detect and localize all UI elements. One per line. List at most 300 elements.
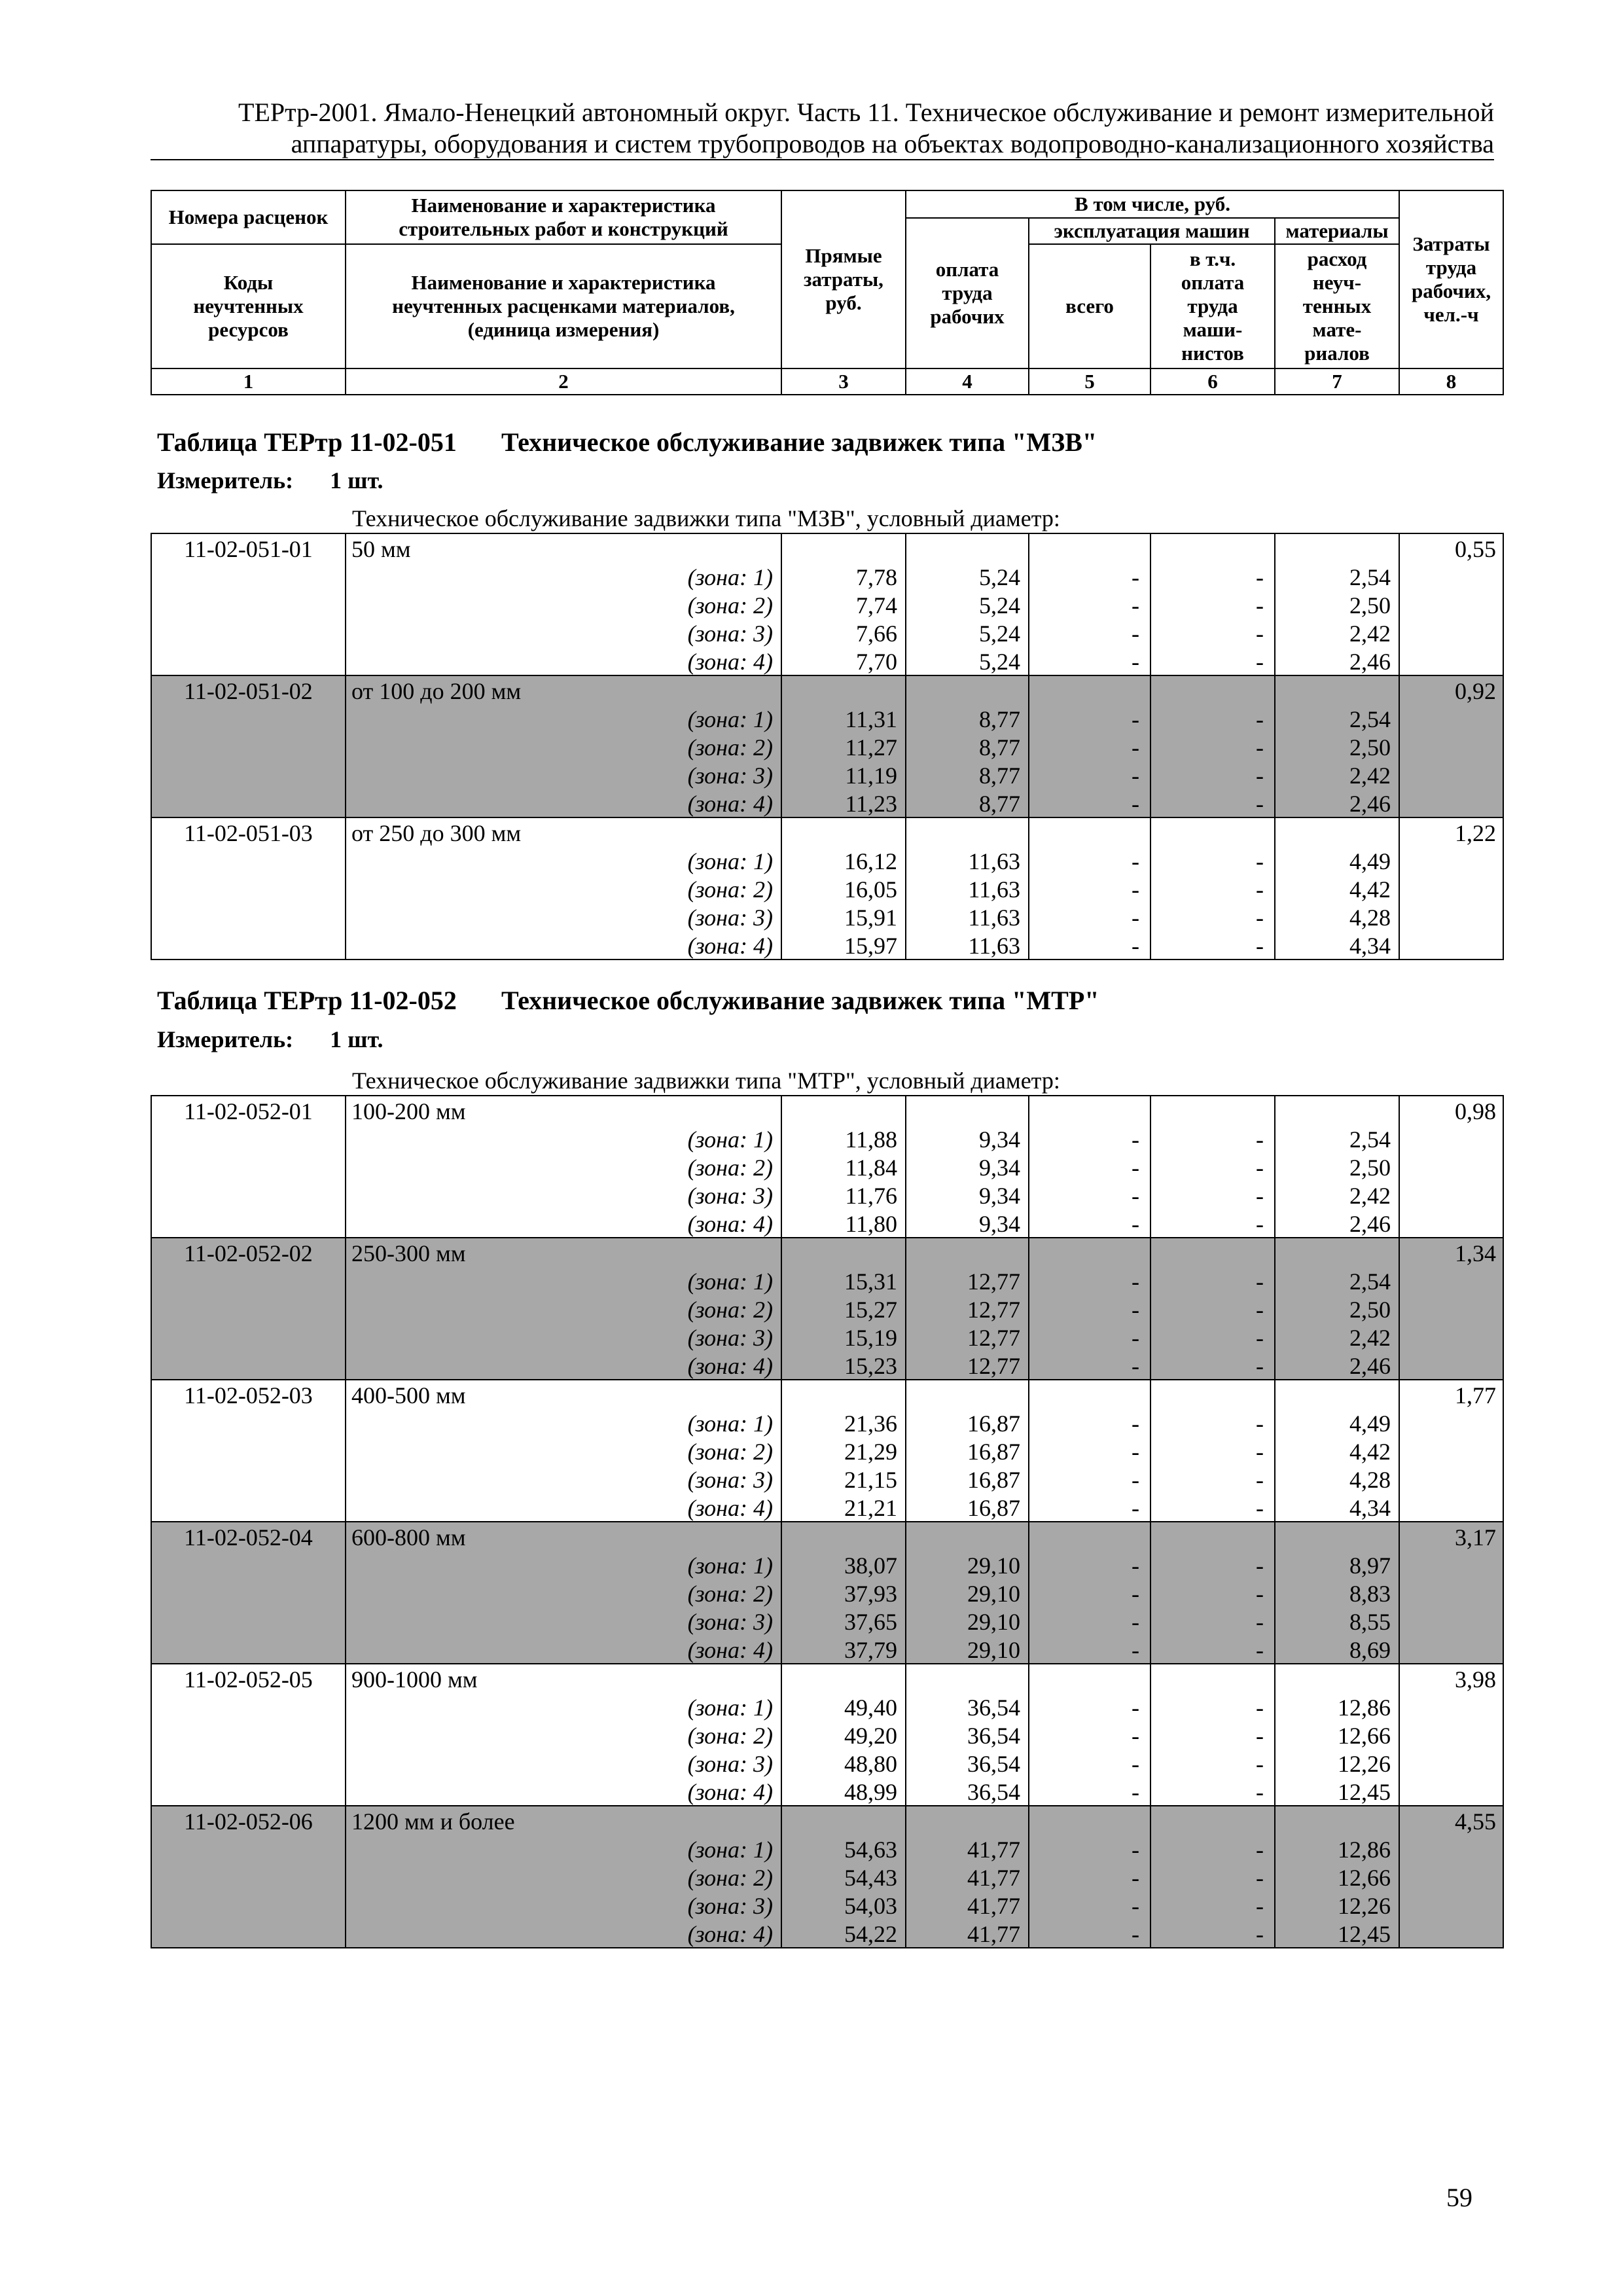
empty-cell — [1399, 1749, 1503, 1777]
worker-wages: 12,77 — [906, 1266, 1029, 1295]
zone-row — [151, 647, 1503, 675]
zone-row — [151, 1721, 1503, 1749]
empty-cell — [1029, 817, 1150, 846]
machines-total: - — [1029, 1551, 1150, 1579]
worker-wages: 11,63 — [906, 903, 1029, 931]
machinists-wages: - — [1150, 562, 1275, 590]
empty-cell — [151, 1749, 346, 1777]
empty-cell — [151, 1863, 346, 1891]
machines-total: - — [1029, 761, 1150, 789]
direct-costs: 7,78 — [781, 562, 906, 590]
empty-cell — [1150, 1664, 1275, 1693]
worker-wages: 5,24 — [906, 647, 1029, 675]
machinists-wages: - — [1150, 1181, 1275, 1209]
table-caption-1: Техническое обслуживание задвижки типа "МЗВ", условный диаметр: — [352, 505, 1060, 531]
machinists-wages: - — [1150, 619, 1275, 647]
materials-cost: 4,28 — [1275, 903, 1399, 931]
materials-cost: 12,26 — [1275, 1891, 1399, 1919]
empty-cell — [1029, 533, 1150, 562]
machines-total: - — [1029, 1181, 1150, 1209]
machines-total: - — [1029, 789, 1150, 817]
materials-cost: 8,83 — [1275, 1579, 1399, 1607]
empty-cell — [1275, 675, 1399, 704]
empty-cell — [151, 874, 346, 903]
worker-wages: 9,34 — [906, 1209, 1029, 1238]
machinists-wages: - — [1150, 1209, 1275, 1238]
worker-wages: 41,77 — [906, 1863, 1029, 1891]
empty-cell — [1399, 1209, 1503, 1238]
empty-cell — [1399, 789, 1503, 817]
machinists-wages: - — [1150, 761, 1275, 789]
col-header-labor: Затраты труда рабочих, чел.-ч — [1399, 190, 1503, 368]
empty-cell — [151, 1295, 346, 1323]
direct-costs: 21,29 — [781, 1437, 906, 1465]
zone-label: (зона: 4) — [346, 1919, 781, 1948]
empty-cell — [151, 761, 346, 789]
running-header — [151, 97, 1494, 160]
running-header-line-1: ТЕРтр-2001. Ямало-Ненецкий автономный округ. Часть 11. Техническое обслуживание и ремонт измерительной — [238, 98, 1494, 127]
empty-cell — [1399, 1635, 1503, 1664]
materials-cost: 2,42 — [1275, 619, 1399, 647]
empty-cell — [1399, 761, 1503, 789]
empty-cell — [1399, 1408, 1503, 1437]
materials-cost: 12,45 — [1275, 1919, 1399, 1948]
machinists-wages: - — [1150, 1891, 1275, 1919]
machines-total: - — [1029, 1607, 1150, 1635]
direct-costs: 54,63 — [781, 1835, 906, 1863]
empty-cell — [1399, 704, 1503, 732]
materials-cost: 2,42 — [1275, 1181, 1399, 1209]
empty-cell — [151, 931, 346, 960]
machinists-wages: - — [1150, 1351, 1275, 1380]
zone-label: (зона: 3) — [346, 903, 781, 931]
running-header-line-2: аппаратуры, оборудования и систем трубопроводов на объектах водопроводно-канализационного хозяйства — [291, 129, 1494, 158]
materials-cost: 2,50 — [1275, 732, 1399, 761]
zone-label: (зона: 4) — [346, 1493, 781, 1522]
rate-code: 11-02-052-02 — [151, 1238, 346, 1266]
worker-wages: 16,87 — [906, 1408, 1029, 1437]
direct-costs: 54,03 — [781, 1891, 906, 1919]
measure-value: 1 шт. — [330, 1026, 383, 1052]
direct-costs: 49,20 — [781, 1721, 906, 1749]
empty-cell — [151, 1635, 346, 1664]
direct-costs: 21,36 — [781, 1408, 906, 1437]
machinists-wages: - — [1150, 1408, 1275, 1437]
zone-row — [151, 1891, 1503, 1919]
direct-costs: 21,21 — [781, 1493, 906, 1522]
empty-cell — [1150, 1380, 1275, 1408]
empty-cell — [151, 1181, 346, 1209]
labor-cost: 1,22 — [1399, 817, 1503, 846]
direct-costs: 11,76 — [781, 1181, 906, 1209]
materials-cost: 12,45 — [1275, 1777, 1399, 1806]
worker-wages: 8,77 — [906, 704, 1029, 732]
direct-costs: 15,31 — [781, 1266, 906, 1295]
labor-cost: 3,98 — [1399, 1664, 1503, 1693]
direct-costs: 15,19 — [781, 1323, 906, 1351]
zone-label: (зона: 4) — [346, 1351, 781, 1380]
machinists-wages: - — [1150, 789, 1275, 817]
rate-name: от 100 до 200 мм — [346, 675, 781, 704]
direct-costs: 21,15 — [781, 1465, 906, 1493]
machinists-wages: - — [1150, 1721, 1275, 1749]
direct-costs: 49,40 — [781, 1693, 906, 1721]
empty-cell — [151, 1323, 346, 1351]
worker-wages: 12,77 — [906, 1323, 1029, 1351]
rate-item-row — [151, 1096, 1503, 1124]
rate-item-row — [151, 1522, 1503, 1551]
machinists-wages: - — [1150, 874, 1275, 903]
rate-code: 11-02-051-01 — [151, 533, 346, 562]
worker-wages: 29,10 — [906, 1607, 1029, 1635]
worker-wages: 29,10 — [906, 1579, 1029, 1607]
zone-label: (зона: 2) — [346, 874, 781, 903]
empty-cell — [1399, 1551, 1503, 1579]
empty-cell — [1399, 903, 1503, 931]
empty-cell — [1029, 675, 1150, 704]
machines-total: - — [1029, 1465, 1150, 1493]
empty-cell — [151, 562, 346, 590]
rate-item-row — [151, 817, 1503, 846]
worker-wages: 29,10 — [906, 1635, 1029, 1664]
col-header-materials-usage: расход неуч- тенных мате- риалов — [1275, 244, 1399, 368]
worker-wages: 9,34 — [906, 1124, 1029, 1153]
direct-costs: 48,99 — [781, 1777, 906, 1806]
zone-label: (зона: 4) — [346, 1635, 781, 1664]
zone-label: (зона: 4) — [346, 647, 781, 675]
zone-row — [151, 1919, 1503, 1948]
materials-cost: 4,42 — [1275, 874, 1399, 903]
zone-row — [151, 1437, 1503, 1465]
empty-cell — [906, 1664, 1029, 1693]
zone-row — [151, 1153, 1503, 1181]
rate-name: 250-300 мм — [346, 1238, 781, 1266]
worker-wages: 8,77 — [906, 761, 1029, 789]
empty-cell — [151, 732, 346, 761]
worker-wages: 36,54 — [906, 1721, 1029, 1749]
zone-row — [151, 1551, 1503, 1579]
zone-row — [151, 1209, 1503, 1238]
column-number: 2 — [346, 368, 781, 395]
table-heading: Техническое обслуживание задвижек типа "МТР" — [501, 986, 1099, 1015]
zone-row — [151, 619, 1503, 647]
empty-cell — [151, 1351, 346, 1380]
empty-cell — [1275, 1096, 1399, 1124]
zone-label: (зона: 2) — [346, 1863, 781, 1891]
empty-cell — [1399, 1351, 1503, 1380]
machinists-wages: - — [1150, 1153, 1275, 1181]
empty-cell — [1150, 533, 1275, 562]
empty-cell — [151, 619, 346, 647]
zone-label: (зона: 4) — [346, 931, 781, 960]
materials-cost: 8,69 — [1275, 1635, 1399, 1664]
rate-name: 100-200 мм — [346, 1096, 781, 1124]
empty-cell — [151, 1124, 346, 1153]
zone-row — [151, 1124, 1503, 1153]
empty-cell — [1399, 1266, 1503, 1295]
rates-table-11-02-052 — [151, 1095, 1504, 1948]
machines-total: - — [1029, 1408, 1150, 1437]
empty-cell — [151, 1777, 346, 1806]
zone-row — [151, 1835, 1503, 1863]
zone-row — [151, 562, 1503, 590]
machinists-wages: - — [1150, 1693, 1275, 1721]
worker-wages: 5,24 — [906, 562, 1029, 590]
col-header-materials: материалы — [1275, 218, 1399, 244]
zone-row — [151, 761, 1503, 789]
direct-costs: 15,97 — [781, 931, 906, 960]
empty-cell — [1399, 590, 1503, 619]
zone-label: (зона: 2) — [346, 1295, 781, 1323]
column-number: 5 — [1029, 368, 1150, 395]
materials-cost: 12,26 — [1275, 1749, 1399, 1777]
machines-total: - — [1029, 1351, 1150, 1380]
worker-wages: 36,54 — [906, 1777, 1029, 1806]
empty-cell — [1029, 1238, 1150, 1266]
empty-cell — [1275, 533, 1399, 562]
empty-cell — [781, 817, 906, 846]
labor-cost: 1,77 — [1399, 1380, 1503, 1408]
rate-name: 600-800 мм — [346, 1522, 781, 1551]
labor-cost: 3,17 — [1399, 1522, 1503, 1551]
empty-cell — [1150, 817, 1275, 846]
worker-wages: 41,77 — [906, 1919, 1029, 1948]
rate-code: 11-02-052-01 — [151, 1096, 346, 1124]
zone-label: (зона: 2) — [346, 590, 781, 619]
empty-cell — [906, 1380, 1029, 1408]
zone-row — [151, 1408, 1503, 1437]
empty-cell — [1399, 1579, 1503, 1607]
materials-cost: 12,66 — [1275, 1863, 1399, 1891]
machines-total: - — [1029, 562, 1150, 590]
materials-cost: 8,97 — [1275, 1551, 1399, 1579]
empty-cell — [781, 1522, 906, 1551]
empty-cell — [1150, 1096, 1275, 1124]
worker-wages: 16,87 — [906, 1437, 1029, 1465]
rate-code: 11-02-052-03 — [151, 1380, 346, 1408]
empty-cell — [1399, 1693, 1503, 1721]
column-number: 6 — [1150, 368, 1275, 395]
machines-total: - — [1029, 732, 1150, 761]
zone-label: (зона: 1) — [346, 1408, 781, 1437]
rate-item-row — [151, 533, 1503, 562]
col-header-machines-total: всего — [1029, 244, 1150, 368]
zone-row — [151, 931, 1503, 960]
machinists-wages: - — [1150, 1323, 1275, 1351]
machines-total: - — [1029, 590, 1150, 619]
empty-cell — [1399, 846, 1503, 874]
empty-cell — [151, 647, 346, 675]
table-code: Таблица ТЕРтр 11-02-051 — [157, 427, 457, 457]
zone-row — [151, 1863, 1503, 1891]
direct-costs: 7,74 — [781, 590, 906, 619]
empty-cell — [1029, 1806, 1150, 1835]
empty-cell — [781, 1806, 906, 1835]
machines-total: - — [1029, 1721, 1150, 1749]
zone-row — [151, 1351, 1503, 1380]
empty-cell — [151, 590, 346, 619]
machines-total: - — [1029, 1493, 1150, 1522]
col-header-direct-costs: Прямые затраты, руб. — [781, 190, 906, 368]
machinists-wages: - — [1150, 1863, 1275, 1891]
materials-cost: 2,50 — [1275, 590, 1399, 619]
machinists-wages: - — [1150, 1749, 1275, 1777]
column-number: 8 — [1399, 368, 1503, 395]
measure-line-2 — [157, 1025, 383, 1054]
empty-cell — [1029, 1522, 1150, 1551]
machines-total: - — [1029, 1863, 1150, 1891]
materials-cost: 2,50 — [1275, 1153, 1399, 1181]
col-header-unaccounted-materials: Наименование и характеристика неучтенных расценками материалов, (единица измерения) — [346, 244, 781, 368]
zone-label: (зона: 1) — [346, 1693, 781, 1721]
zone-label: (зона: 2) — [346, 1437, 781, 1465]
empty-cell — [151, 1693, 346, 1721]
zone-label: (зона: 3) — [346, 1749, 781, 1777]
empty-cell — [1399, 732, 1503, 761]
labor-cost: 0,98 — [1399, 1096, 1503, 1124]
machines-total: - — [1029, 1777, 1150, 1806]
empty-cell — [1399, 1919, 1503, 1948]
machines-total: - — [1029, 874, 1150, 903]
direct-costs: 11,80 — [781, 1209, 906, 1238]
empty-cell — [781, 675, 906, 704]
machines-total: - — [1029, 931, 1150, 960]
measure-label: Измеритель: — [157, 467, 294, 493]
empty-cell — [781, 1380, 906, 1408]
empty-cell — [151, 1919, 346, 1948]
labor-cost: 4,55 — [1399, 1806, 1503, 1835]
empty-cell — [151, 1835, 346, 1863]
col-header-price-numbers: Номера расценок — [151, 190, 346, 244]
worker-wages: 8,77 — [906, 789, 1029, 817]
direct-costs: 7,66 — [781, 619, 906, 647]
col-header-machinists-wages: в т.ч. оплата труда маши- нистов — [1150, 244, 1275, 368]
empty-cell — [1150, 675, 1275, 704]
rate-name: 1200 мм и более — [346, 1806, 781, 1835]
empty-cell — [1399, 562, 1503, 590]
rate-item-row — [151, 1238, 1503, 1266]
worker-wages: 36,54 — [906, 1693, 1029, 1721]
zone-row — [151, 1635, 1503, 1664]
zone-label: (зона: 3) — [346, 619, 781, 647]
machines-total: - — [1029, 1437, 1150, 1465]
machines-total: - — [1029, 1323, 1150, 1351]
empty-cell — [906, 1096, 1029, 1124]
zone-label: (зона: 3) — [346, 1891, 781, 1919]
direct-costs: 15,91 — [781, 903, 906, 931]
zone-row — [151, 1607, 1503, 1635]
machines-total: - — [1029, 903, 1150, 931]
machinists-wages: - — [1150, 1777, 1275, 1806]
materials-cost: 4,34 — [1275, 931, 1399, 960]
empty-cell — [151, 1493, 346, 1522]
zone-label: (зона: 2) — [346, 732, 781, 761]
materials-cost: 2,54 — [1275, 1266, 1399, 1295]
machines-total: - — [1029, 704, 1150, 732]
table-title-1 — [157, 427, 1097, 458]
zone-label: (зона: 4) — [346, 1209, 781, 1238]
empty-cell — [151, 1209, 346, 1238]
empty-cell — [906, 1806, 1029, 1835]
machines-total: - — [1029, 1919, 1150, 1948]
materials-cost: 4,49 — [1275, 846, 1399, 874]
column-number: 3 — [781, 368, 906, 395]
materials-cost: 2,46 — [1275, 647, 1399, 675]
worker-wages: 5,24 — [906, 619, 1029, 647]
empty-cell — [1399, 1493, 1503, 1522]
column-number-row — [151, 368, 1503, 395]
direct-costs: 15,27 — [781, 1295, 906, 1323]
machines-total: - — [1029, 1153, 1150, 1181]
machines-total: - — [1029, 1693, 1150, 1721]
empty-cell — [1029, 1664, 1150, 1693]
rate-name: от 250 до 300 мм — [346, 817, 781, 846]
rate-code: 11-02-052-04 — [151, 1522, 346, 1551]
rate-code: 11-02-051-03 — [151, 817, 346, 846]
zone-label: (зона: 3) — [346, 1323, 781, 1351]
worker-wages: 9,34 — [906, 1153, 1029, 1181]
empty-cell — [151, 1153, 346, 1181]
empty-cell — [1399, 1323, 1503, 1351]
materials-cost: 4,42 — [1275, 1437, 1399, 1465]
machinists-wages: - — [1150, 1607, 1275, 1635]
machinists-wages: - — [1150, 1835, 1275, 1863]
direct-costs: 11,23 — [781, 789, 906, 817]
zone-row — [151, 789, 1503, 817]
materials-cost: 2,42 — [1275, 1323, 1399, 1351]
zone-label: (зона: 2) — [346, 1721, 781, 1749]
empty-cell — [151, 1721, 346, 1749]
empty-cell — [151, 789, 346, 817]
machines-total: - — [1029, 619, 1150, 647]
materials-cost: 12,86 — [1275, 1835, 1399, 1863]
table-caption-2: Техническое обслуживание задвижки типа "МТР", условный диаметр: — [352, 1067, 1060, 1094]
direct-costs: 37,93 — [781, 1579, 906, 1607]
machinists-wages: - — [1150, 1493, 1275, 1522]
materials-cost: 2,46 — [1275, 789, 1399, 817]
materials-cost: 4,28 — [1275, 1465, 1399, 1493]
zone-label: (зона: 1) — [346, 1124, 781, 1153]
empty-cell — [1399, 1607, 1503, 1635]
measure-label: Измеритель: — [157, 1026, 294, 1052]
empty-cell — [151, 1551, 346, 1579]
table-heading: Техническое обслуживание задвижек типа "МЗВ" — [501, 427, 1097, 457]
worker-wages: 11,63 — [906, 846, 1029, 874]
materials-cost: 2,46 — [1275, 1209, 1399, 1238]
direct-costs: 15,23 — [781, 1351, 906, 1380]
header-rule — [151, 159, 1494, 160]
materials-cost: 2,46 — [1275, 1351, 1399, 1380]
labor-cost: 0,92 — [1399, 675, 1503, 704]
rate-item-row — [151, 1380, 1503, 1408]
zone-row — [151, 1323, 1503, 1351]
zone-row — [151, 1295, 1503, 1323]
measure-value: 1 шт. — [330, 467, 383, 493]
empty-cell — [1150, 1238, 1275, 1266]
empty-cell — [1399, 931, 1503, 960]
machines-total: - — [1029, 1124, 1150, 1153]
labor-cost: 1,34 — [1399, 1238, 1503, 1266]
worker-wages: 36,54 — [906, 1749, 1029, 1777]
zone-row — [151, 704, 1503, 732]
zone-label: (зона: 1) — [346, 1551, 781, 1579]
direct-costs: 11,19 — [781, 761, 906, 789]
direct-costs: 11,84 — [781, 1153, 906, 1181]
machinists-wages: - — [1150, 590, 1275, 619]
machines-total: - — [1029, 1835, 1150, 1863]
machines-total: - — [1029, 1209, 1150, 1238]
direct-costs: 37,79 — [781, 1635, 906, 1664]
